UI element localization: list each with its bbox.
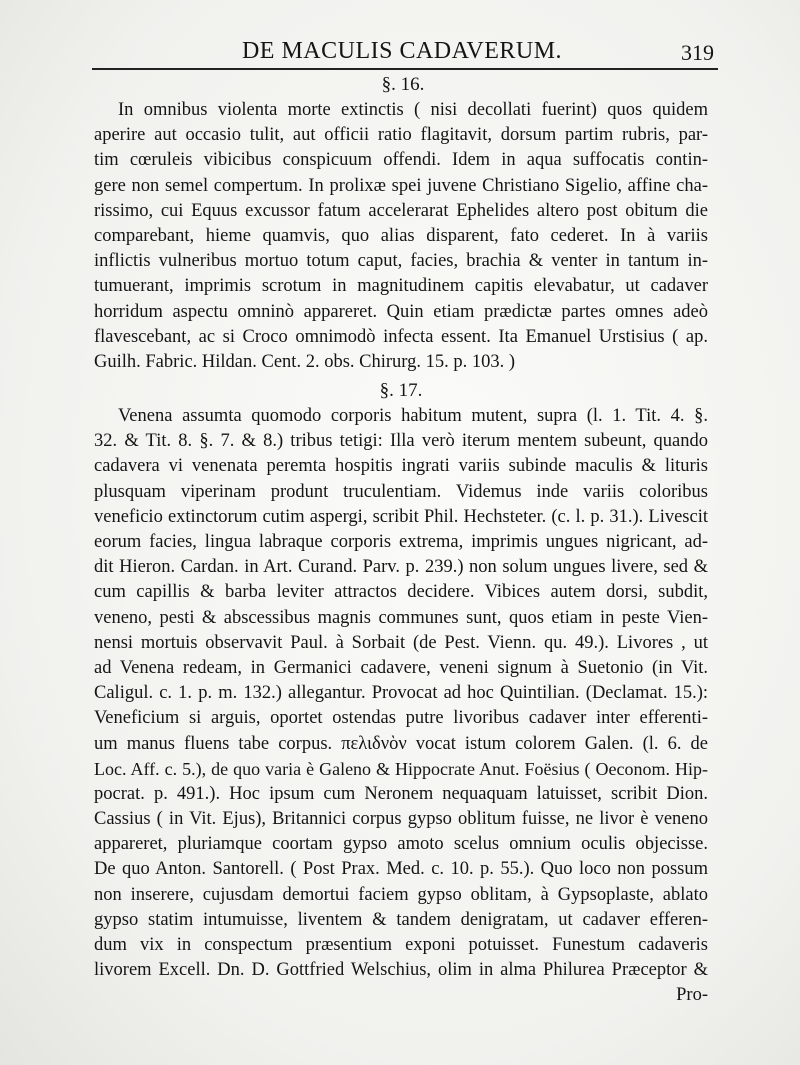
text-line: Cassius ( in Vit. Ejus), Britannici corpus gypso oblitum fuisse, ne livor è veneno xyxy=(94,809,708,830)
text-line: cum capillis & barba leviter attractos decidere. Vibices autem dorsi, subdit, xyxy=(94,582,708,603)
text-line: Guilh. Fabric. Hildan. Cent. 2. obs. Chirurg. 15. p. 103. ) xyxy=(94,351,516,372)
text-line: De quo Anton. Santorell. ( Post Prax. Med. c. 10. p. 55.). Quo loco non possum xyxy=(94,859,708,880)
page-number: 319 xyxy=(681,40,714,65)
header-rule xyxy=(92,68,718,70)
text-line: 32. & Tit. 8. §. 7. & 8.) tribus tetigi: Illa verò iterum mentem subeunt, quando xyxy=(94,431,708,452)
catchword: Pro- xyxy=(676,985,708,1006)
text-line: eorum facies, lingua labraque corporis extrema, imprimis ungues nigricant, ad- xyxy=(94,532,708,552)
text-line: aperire aut occasio tulit, aut officii ratio flagitavit, dorsum partim rubris, par- xyxy=(94,125,708,146)
text-line: tim cœruleis vibicibus conspicuum offendi. Idem in aqua suffocatis contin- xyxy=(94,150,708,171)
text-line: Caligul. c. 1. p. m. 132.) allegantur. Provocat ad hoc Quintilian. (Declamat. 15.): xyxy=(94,683,708,704)
section-number: §. 17. xyxy=(379,380,423,402)
text-line: Loc. Aff. c. 5.), de quo varia è Galeno & Hippocrate Anut. Foësius ( Oeconom. Hip- xyxy=(94,758,708,779)
text-line: dum vix in conspectum præsentium exponi potuisset. Funestum cadaveris xyxy=(94,935,708,955)
text-line: tumuerant, imprimis scrotum in magnitudinem capitis elevabatur, ut cadaver xyxy=(94,276,708,297)
text-line: nensi mortuis observavit Paul. à Sorbait (de Pest. Vienn. qu. 49.). Livores , ut xyxy=(94,632,708,653)
text-line: horridum aspectu omninò appareret. Quin etiam prædictæ partes omnes adeò xyxy=(94,301,708,322)
text-line: livorem Excell. Dn. D. Gottfried Welschius, olim in alma Philurea Præceptor & xyxy=(94,960,708,981)
text-line: um manus fluens tabe corpus. πελιδνὸν vocat istum colorem Galen. (l. 6. de xyxy=(94,733,708,754)
text-line: comparebant, hieme quamvis, quo alias disparent, fato cederet. In à variis xyxy=(94,225,708,246)
text-body xyxy=(94,72,708,1009)
text-line: Veneficium si arguis, oportet ostendas putre livoribus cadaver inter efferenti- xyxy=(94,708,708,729)
text-line: Venena assumta quomodo corporis habitum mutent, supra (l. 1. Tit. 4. §. xyxy=(118,406,708,427)
text-line: non inserere, cujusdam demortui faciem gypso oblitam, à Gypsoplaste, ablato xyxy=(94,884,708,905)
text-line: ad Venena redeam, in Germanici cadavere, veneni signum à Suetonio (in Vit. xyxy=(94,657,708,678)
section-16-paragraph xyxy=(94,98,708,375)
text-line: flavescebant, ac si Croco omnimodò infecta essent. Ita Emanuel Urstisius ( ap. xyxy=(94,326,708,347)
text-line: In omnibus violenta morte extinctis ( nisi decollati fuerint) quos quidem xyxy=(118,100,708,120)
text-line: plusquam viperinam produnt truculentiam. Videmus inde variis coloribus xyxy=(94,481,708,502)
page-header xyxy=(82,36,722,70)
text-line: veneno, pesti & abscessibus magnis communes sunt, quos etiam in peste Vien- xyxy=(94,607,708,628)
text-line: rissimo, cui Equus excussor fatum accelerarat Ephelides altero post obitum die xyxy=(94,200,708,221)
text-line: veneficio extinctorum cutim aspergi, scribit Phil. Hechsteter. (c. l. p. 31.). Livescit xyxy=(94,506,708,527)
section-number: §. 16. xyxy=(381,74,425,95)
text-line: dit Hieron. Cardan. in Art. Curand. Parv. p. 239.) non solum ungues livere, sed & xyxy=(94,557,708,578)
text-line: cadavera vi venenata peremta hospitis ingrati variis subinde maculis & lituris xyxy=(94,456,708,477)
text-line: inflictis vulneribus mortuo totum caput, facies, brachia & venter in tantum in- xyxy=(94,251,708,272)
text-line: gere non semel compertum. In prolixæ spei juvene Christiano Sigelio, affine cha- xyxy=(94,175,708,196)
text-line: pocrat. p. 491.). Hoc ipsum cum Neronem nequaquam latuisset, scribit Dion. xyxy=(94,783,708,804)
text-line: gypso statim intumuisse, liventem & tandem denigratam, ut cadaver efferen- xyxy=(94,909,708,930)
section-17-paragraph xyxy=(94,404,708,983)
running-title: DE MACULIS CADAVERUM. xyxy=(241,38,563,64)
text-line: appareret, pluriamque coortam gypso amoto scelus omnium oculis objecisse. xyxy=(94,834,708,855)
